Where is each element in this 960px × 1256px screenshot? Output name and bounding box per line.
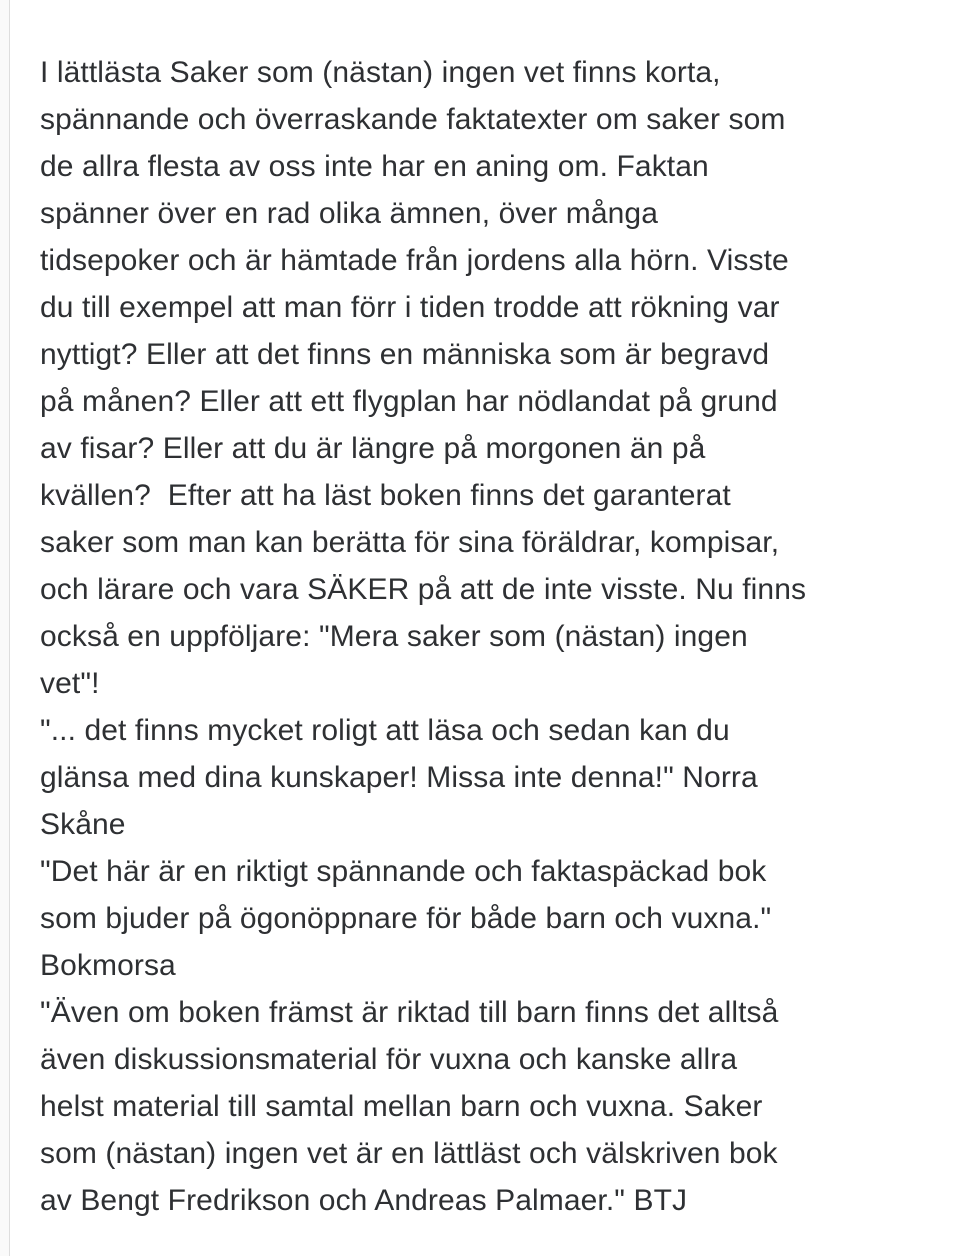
text-line: helst material till samtal mellan barn och vuxna. Saker xyxy=(40,1090,763,1123)
text-line: du till exempel att man förr i tiden trodde att rökning var xyxy=(40,291,780,324)
text-line: av Bengt Fredrikson och Andreas Palmaer." BTJ xyxy=(40,1184,688,1217)
text-line: tidsepoker och är hämtade från jordens alla hörn. Visste xyxy=(40,244,789,277)
book-description-text xyxy=(40,49,930,1224)
text-line: och lärare och vara SÄKER på att de inte visste. Nu finns xyxy=(40,573,807,606)
text-line: också en uppföljare: "Mera saker som (nästan) ingen xyxy=(40,620,748,653)
text-line: "... det finns mycket roligt att läsa och sedan kan du xyxy=(40,714,730,747)
text-line: spännande och överraskande faktatexter om saker som xyxy=(40,103,786,136)
text-line: de allra flesta av oss inte har en aning om. Faktan xyxy=(40,150,709,183)
text-line: av fisar? Eller att du är längre på morgonen än på xyxy=(40,432,706,465)
text-line: glänsa med dina kunskaper! Missa inte denna!" Norra xyxy=(40,761,758,794)
text-line: "Även om boken främst är riktad till barn finns det alltså xyxy=(40,996,779,1029)
text-line: nyttigt? Eller att det finns en människa som är begravd xyxy=(40,338,770,371)
text-line: saker som man kan berätta för sina föräldrar, kompisar, xyxy=(40,526,780,559)
text-line: som bjuder på ögonöppnare för både barn och vuxna." xyxy=(40,902,772,935)
text-line: Bokmorsa xyxy=(40,949,176,982)
text-line: även diskussionsmaterial för vuxna och kanske allra xyxy=(40,1043,738,1076)
text-line: kvällen? Efter att ha läst boken finns det garanterat xyxy=(40,479,731,512)
text-line: vet"! xyxy=(40,667,100,700)
text-line: spänner över en rad olika ämnen, över många xyxy=(40,197,658,230)
text-line: på månen? Eller att ett flygplan har nödlandat på grund xyxy=(40,385,778,418)
text-line: som (nästan) ingen vet är en lättläst och välskriven bok xyxy=(40,1137,778,1170)
text-line: I lättlästa Saker som (nästan) ingen vet finns korta, xyxy=(40,56,721,89)
text-line: "Det här är en riktigt spännande och faktaspäckad bok xyxy=(40,855,767,888)
page-left-edge-line xyxy=(0,0,10,1256)
text-line: Skåne xyxy=(40,808,126,841)
